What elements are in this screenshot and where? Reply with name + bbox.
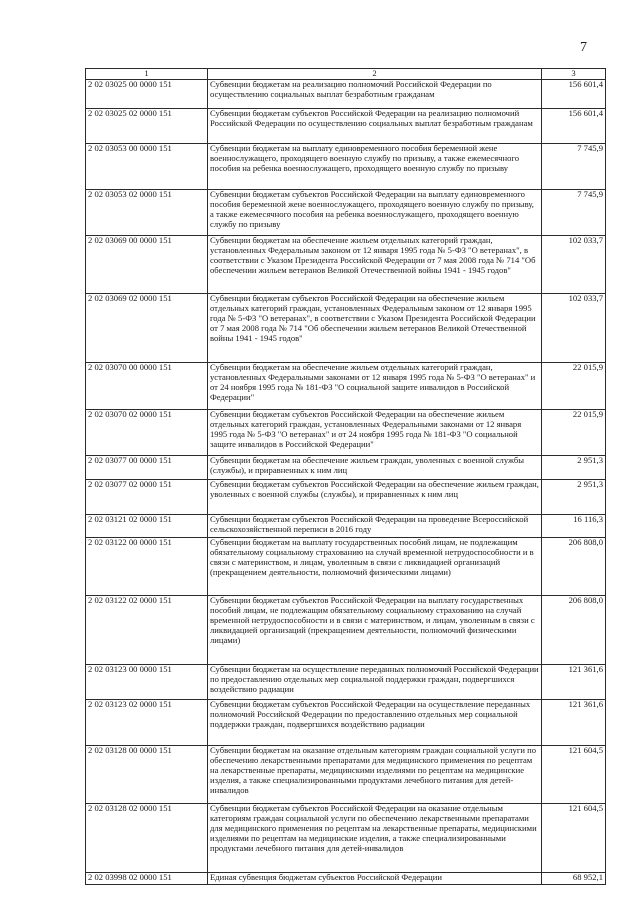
- table-header-row: [86, 69, 606, 80]
- subvention-description: Субвенции бюджетам на осуществление переданных полномочий Российской Федерации по предоставлению отдельных мер социальной поддержки граждан, подвергшихся воздействию радиации: [208, 665, 542, 700]
- table-row: [86, 515, 606, 538]
- table-row: [86, 665, 606, 700]
- budget-code: 2 02 03121 02 0000 151: [86, 515, 208, 538]
- budget-code: 2 02 03123 00 0000 151: [86, 665, 208, 700]
- amount-value: 206 808,0: [542, 538, 606, 596]
- budget-code: 2 02 03070 00 0000 151: [86, 363, 208, 410]
- budget-code: 2 02 03025 02 0000 151: [86, 109, 208, 144]
- subvention-description: Субвенции бюджетам субъектов Российской Федерации на оказание отдельным категориям граждан социальной услуги по обеспечению лекарственными препаратами для медицинского применения по рецептам на лекарственные препараты, медицинскими изделиями по рецептам на медицинские изделия, а также специализированными продуктами лечебного питания для детей-инвалидов: [208, 804, 542, 873]
- budget-code: 2 02 03053 00 0000 151: [86, 144, 208, 190]
- table-row: [86, 456, 606, 480]
- table-row: [86, 700, 606, 746]
- budget-code: 2 02 03122 02 0000 151: [86, 596, 208, 665]
- budget-code: 2 02 03069 00 0000 151: [86, 236, 208, 294]
- amount-value: 7 745,9: [542, 144, 606, 190]
- subvention-description: Субвенции бюджетам субъектов Российской Федерации на обеспечение жильем граждан, уволенных с военной службы (службы), и приравненных к ним лиц: [208, 480, 542, 515]
- table-row: [86, 746, 606, 804]
- subvention-description: Субвенции бюджетам субъектов Российской Федерации на проведение Всероссийской сельскохозяйственной переписи в 2016 году: [208, 515, 542, 538]
- subvention-description: Субвенции бюджетам субъектов Российской Федерации на обеспечение жильем отдельных категорий граждан, установленных Федеральными законами от 12 января 1995 года № 5-ФЗ "О ветеранах" и от 24 ноября 1995 года № 181-ФЗ "О социальной защите инвалидов в Российской Федерации": [208, 410, 542, 456]
- budget-code: 2 02 03077 02 0000 151: [86, 480, 208, 515]
- table-row: [86, 873, 606, 885]
- amount-value: 102 033,7: [542, 294, 606, 363]
- budget-code: 2 02 03128 00 0000 151: [86, 746, 208, 804]
- subvention-description: Субвенции бюджетам на обеспечение жильем отдельных категорий граждан, установленных Федеральными законами от 12 января 1995 года № 5-ФЗ "О ветеранах" и от 24 ноября 1995 года № 181-ФЗ "О социальной защите инвалидов в Российской Федерации": [208, 363, 542, 410]
- subvention-description: Субвенции бюджетам субъектов Российской Федерации на выплату государственных пособий лицам, не подлежащим обязательному социальному страхованию на случай временной нетрудоспособности и в связи с материнством, и лицам, уволенным в связи с ликвидацией организаций (прекращением деятельности, полномочий физическими лицами): [208, 596, 542, 665]
- amount-value: 16 116,3: [542, 515, 606, 538]
- budget-code: 2 02 03998 02 0000 151: [86, 873, 208, 885]
- subvention-description: Субвенции бюджетам на обеспечение жильем отдельных категорий граждан, установленных Федеральным законом от 12 января 1995 года № 5-ФЗ "О ветеранах", в соответствии с Указом Президента Российской Федерации от 7 мая 2008 года № 714 "Об обеспечении жильем ветеранов Великой Отечественной войны 1941 - 1945 годов": [208, 236, 542, 294]
- table-row: [86, 804, 606, 873]
- table-row: [86, 144, 606, 190]
- amount-value: 121 361,6: [542, 665, 606, 700]
- header-column-1: 1: [86, 69, 208, 80]
- subvention-description: Субвенции бюджетам на выплату государственных пособий лицам, не подлежащим обязательному социальному страхованию на случай временной нетрудоспособности и в связи с материнством, и лицам, уволенным в связи с ликвидацией организаций (прекращением деятельности, полномочий физическими лицами): [208, 538, 542, 596]
- budget-code: 2 02 03025 00 0000 151: [86, 80, 208, 109]
- table-row: [86, 190, 606, 236]
- amount-value: 22 015,9: [542, 363, 606, 410]
- budget-code: 2 02 03128 02 0000 151: [86, 804, 208, 873]
- subvention-description: Субвенции бюджетам на оказание отдельным категориям граждан социальной услуги по обеспечению лекарственными препаратами для медицинского применения по рецептам на лекарственные препараты, медицинскими изделиями по рецептам на медицинские изделия, а также специализированными продуктами лечебного питания для детей-инвалидов: [208, 746, 542, 804]
- amount-value: 102 033,7: [542, 236, 606, 294]
- budget-code: 2 02 03069 02 0000 151: [86, 294, 208, 363]
- table-row: [86, 80, 606, 109]
- table-row: [86, 236, 606, 294]
- table-row: [86, 363, 606, 410]
- amount-value: 68 952,1: [542, 873, 606, 885]
- budget-code: 2 02 03077 00 0000 151: [86, 456, 208, 480]
- amount-value: 2 951,3: [542, 456, 606, 480]
- table-row: [86, 410, 606, 456]
- budget-code: 2 02 03122 00 0000 151: [86, 538, 208, 596]
- subvention-description: Субвенции бюджетам на обеспечение жильем граждан, уволенных с военной службы (службы), и приравненных к ним лиц: [208, 456, 542, 480]
- amount-value: 121 604,5: [542, 804, 606, 873]
- table-row: [86, 294, 606, 363]
- budget-code: 2 02 03123 02 0000 151: [86, 700, 208, 746]
- header-column-2: 2: [208, 69, 542, 80]
- subvention-description: Субвенции бюджетам субъектов Российской Федерации на обеспечение жильем отдельных категорий граждан, установленных Федеральным законом от 12 января 1995 года № 5-ФЗ "О ветеранах", в соответствии с Указом Президента Российской Федерации от 7 мая 2008 года № 714 "Об обеспечении жильем ветеранов Великой Отечественной войны 1941 - 1945 годов": [208, 294, 542, 363]
- subvention-description: Субвенции бюджетам субъектов Российской Федерации на реализацию полномочий Российской Федерации по осуществлению социальных выплат безработным гражданам: [208, 109, 542, 144]
- table-row: [86, 480, 606, 515]
- header-column-3: 3: [542, 69, 606, 80]
- budget-table: [85, 68, 606, 885]
- subvention-description: Субвенции бюджетам субъектов Российской Федерации на выплату единовременного пособия беременной жене военнослужащего, проходящего военную службу по призыву, а также ежемесячного пособия на ребенка военнослужащего, проходящего военную службу по призыву: [208, 190, 542, 236]
- amount-value: 22 015,9: [542, 410, 606, 456]
- table-row: [86, 596, 606, 665]
- page-number: 7: [580, 40, 587, 55]
- amount-value: 121 361,6: [542, 700, 606, 746]
- budget-code: 2 02 03070 02 0000 151: [86, 410, 208, 456]
- budget-code: 2 02 03053 02 0000 151: [86, 190, 208, 236]
- amount-value: 206 808,0: [542, 596, 606, 665]
- amount-value: 7 745,9: [542, 190, 606, 236]
- subvention-description: Субвенции бюджетам на реализацию полномочий Российской Федерации по осуществлению социальных выплат безработным гражданам: [208, 80, 542, 109]
- subvention-description: Субвенции бюджетам на выплату единовременного пособия беременной жене военнослужащего, проходящего военную службу по призыву, а также ежемесячного пособия на ребенка военнослужащего, проходящего военную службу по призыву: [208, 144, 542, 190]
- table-row: [86, 538, 606, 596]
- subvention-description: Единая субвенция бюджетам субъектов Российской Федерации: [208, 873, 542, 885]
- amount-value: 156 601,4: [542, 80, 606, 109]
- amount-value: 156 601,4: [542, 109, 606, 144]
- subvention-description: Субвенции бюджетам субъектов Российской Федерации на осуществление переданных полномочий Российской Федерации по предоставлению отдельных мер социальной поддержки граждан, подвергшихся воздействию радиации: [208, 700, 542, 746]
- amount-value: 2 951,3: [542, 480, 606, 515]
- amount-value: 121 604,5: [542, 746, 606, 804]
- table-row: [86, 109, 606, 144]
